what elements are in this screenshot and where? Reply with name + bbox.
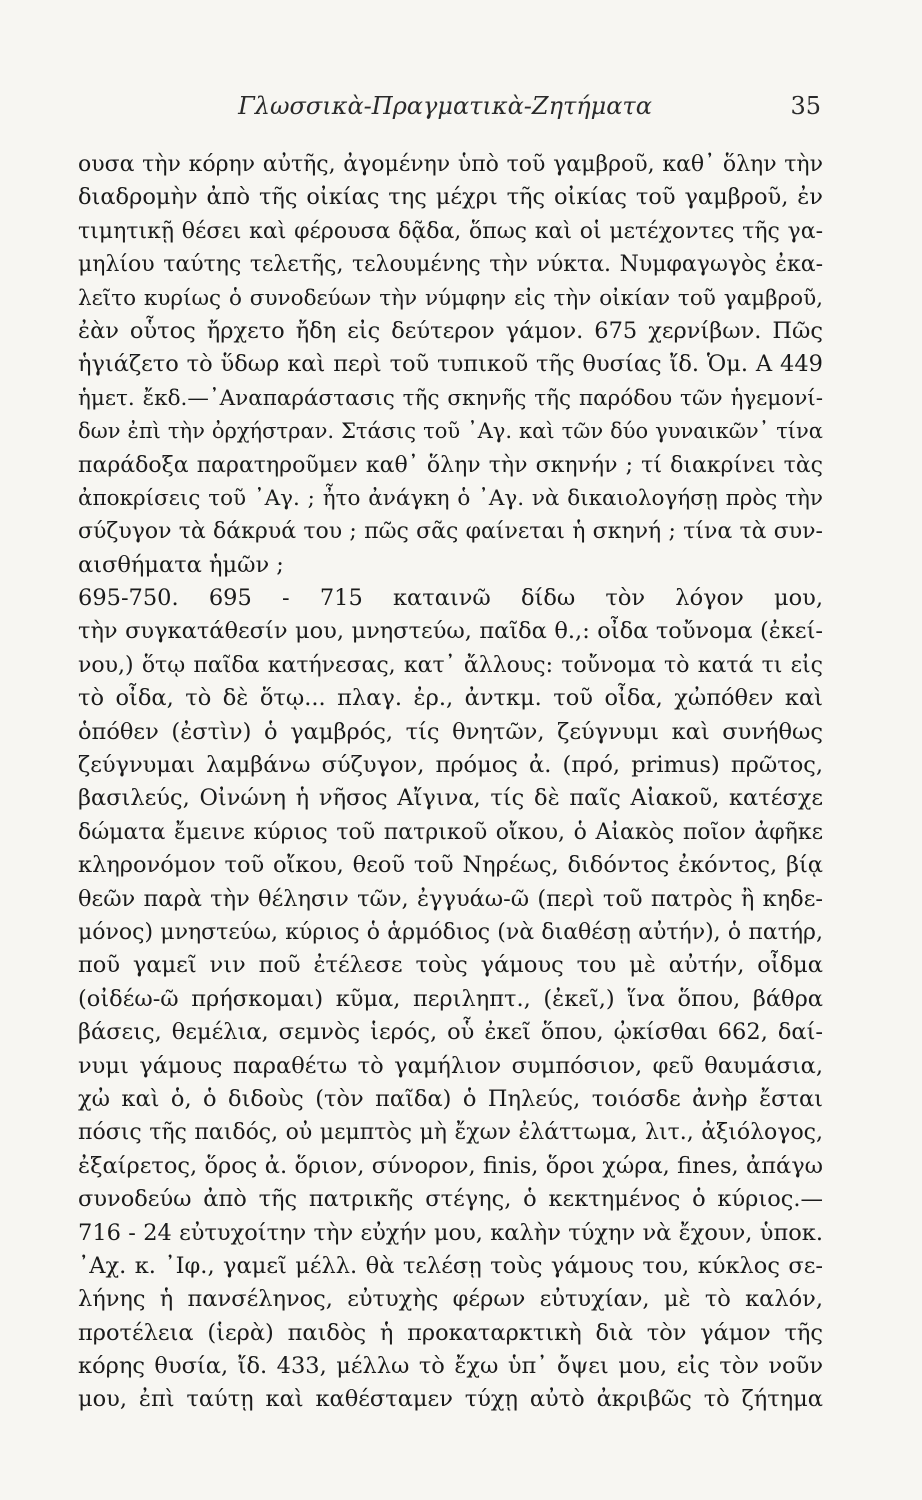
text-line: ἡγιάζετο τὸ ὕδωρ καὶ περὶ τοῦ τυπικοῦ τῆς θυσίας ἴδ. Ὁμ. Α 449	[78, 351, 823, 378]
text-line: διαδρομὴν ἀπὸ τῆς οἰκίας της μέχρι τῆς οἰκίας τοῦ γαμβροῦ, ἐν	[78, 184, 823, 211]
text-line: τιμητικῇ θέσει καὶ φέρουσα δᾷδα, ὅπως καὶ οἱ μετέχοντες τῆς γα-	[78, 218, 823, 244]
text-line: ποῦ γαμεῖ νιν ποῦ ἐτέλεσε τοὺς γάμους του μὲ αὐτήν, οἶδμα	[78, 952, 823, 979]
text-line: ζεύγνυμαι λαμβάνω σύζυγον, πρόμος ἀ. (πρό, primus) πρῶτος,	[78, 752, 823, 779]
text-line: παράδοξα παρατηροῦμεν καθ᾽ ὅλην τὴν σκηνήν ; τί διακρίνει τὰς	[78, 452, 823, 478]
text-line: πόσις τῆς παιδός, οὐ μεμπτὸς μὴ ἔχων ἐλάττωμα, λιτ., ἀξιόλογος,	[78, 1120, 823, 1146]
text-line: λήνης ἡ πανσέληνος, εὐτυχὴς φέρων εὐτυχίαν, μὲ τὸ καλόν,	[78, 1286, 823, 1313]
text-line: μόνος) μνηστεύω, κύριος ὁ ἁρμόδιος (νὰ διαθέσῃ αὐτήν), ὁ πατήρ,	[78, 919, 823, 945]
text-line: ὁπόθεν (ἐστὶν) ὁ γαμβρός, τίς θνητῶν, ζεύγνυμι καὶ συνήθως	[78, 718, 823, 745]
text-line: χὠ καὶ ὁ, ὁ διδοὺς (τὸν παῖδα) ὁ Πηλεύς, τοιόσδε ἀνὴρ ἔσται	[78, 1085, 823, 1112]
text-line: ουσα τὴν κόρην αὐτῆς, ἀγομένην ὑπὸ τοῦ γαμβροῦ, καθ᾽ ὅλην τὴν	[78, 152, 823, 177]
running-header: Γλωσσικὰ-Πραγματικὰ-Ζητήματα	[238, 92, 652, 120]
text-line: ἡμετ. ἔκδ.—᾽Αναπαράστασις τῆς σκηνῆς τῆς παρόδου τῶν ἡγεμονί-	[78, 385, 823, 411]
section-heading-line: 716 - 24 εὐτυχοίτην τὴν εὐχήν μου, καλὴν τύχην νὰ ἔχουν, ὑποκ.	[78, 1219, 823, 1246]
text-line: μου, ἐπὶ ταύτῃ καὶ καθέσταμεν τύχῃ αὐτὸ ἀκριβῶς τὸ ζήτημα	[78, 1386, 823, 1413]
section-heading-line: 695-750. 695 - 715 καταινῶ δίδω τὸν λόγον μου,	[78, 585, 823, 612]
text-line: προτέλεια (ἱερὰ) παιδὸς ἡ προκαταρκτικὴ διὰ τὸν γάμον τῆς	[78, 1319, 823, 1346]
text-line: βασιλεύς, Οἰνώνη ἡ νῆσος Αἴγινα, τίς δὲ παῖς Αἰακοῦ, κατέσχε	[78, 785, 823, 812]
text-line: συνοδεύω ἀπὸ τῆς πατρικῆς στέγης, ὁ κεκτημένος ὁ κύριος.—	[78, 1186, 823, 1213]
text-line: δώματα ἔμεινε κύριος τοῦ πατρικοῦ οἴκου, ὁ Αἰακὸς ποῖον ἀφῆκε	[78, 819, 823, 845]
text-line: κληρονόμον τοῦ οἴκου, θεοῦ τοῦ Νηρέως, διδόντος ἐκόντος, βίᾳ	[78, 852, 823, 879]
text-line: μηλίου ταύτης τελετῆς, τελουμένης τὴν νύκτα. Νυμφαγωγὸς ἐκα-	[78, 252, 823, 278]
text-line: νυμι γάμους παραθέτω τὸ γαμήλιον συμπόσιον, φεῦ θαυμάσια,	[78, 1052, 823, 1079]
text-line: ἀποκρίσεις τοῦ ᾽Αγ. ; ἦτο ἀνάγκη ὁ ᾽Αγ. νὰ δικαιολογήσῃ πρὸς τὴν	[78, 485, 823, 511]
text-line: ἐξαίρετος, ὅρος ἀ. ὅριον, σύνορον, finis, ὅροι χώρα, fines, ἀπάγω	[78, 1152, 823, 1179]
text-line: βάσεις, θεμέλια, σεμνὸς ἱερός, οὗ ἐκεῖ ὅπου, ᾠκίσθαι 662, δαί-	[78, 1019, 823, 1046]
text-line: δων ἐπὶ τὴν ὀρχήστραν. Στάσις τοῦ ᾽Αγ. καὶ τῶν δύο γυναικῶν᾽ τίνα	[78, 419, 823, 444]
text-line: αισθήματα ἡμῶν ;	[78, 551, 284, 578]
text-line: ᾽Αχ. κ. ᾽Ιφ., γαμεῖ μέλλ. θὰ τελέσῃ τοὺς γάμους του, κύκλος σε-	[78, 1252, 823, 1279]
text-line: θεῶν παρὰ τὴν θέλησιν τῶν, ἐγγυάω-ῶ (περὶ τοῦ πατρὸς ἢ κηδε-	[78, 885, 823, 912]
text-line: σύζυγον τὰ δάκρυά του ; πῶς σᾶς φαίνεται ἡ σκηνή ; τίνα τὰ συν-	[78, 519, 823, 545]
text-line: τὸ οἶδα, τὸ δὲ ὅτῳ... πλαγ. ἐρ., ἀντκμ. τοῦ οἶδα, χὠπόθεν καὶ	[78, 685, 823, 712]
body-text	[78, 148, 823, 1417]
text-line: κόρης θυσία, ἴδ. 433, μέλλω τὸ ἔχω ὑπ᾽ ὄψει μου, εἰς τὸν νοῦν	[78, 1353, 823, 1380]
text-line: νου,) ὅτῳ παῖδα κατήνεσας, κατ᾽ ἄλλους: τοὔνομα τὸ κατά τι εἰς	[78, 652, 823, 678]
page-number: 35	[790, 92, 821, 120]
text-line: τὴν συγκατάθεσίν μου, μνηστεύω, παῖδα θ.,: οἶδα τοὔνομα (ἐκεί-	[78, 618, 823, 645]
text-line: (οἰδέω-ῶ πρήσκομαι) κῦμα, περιληπτ., (ἐκεῖ,) ἵνα ὅπου, βάθρα	[78, 985, 823, 1012]
text-line: λεῖτο κυρίως ὁ συνοδεύων τὴν νύμφην εἰς τὴν οἰκίαν τοῦ γαμβροῦ,	[78, 285, 823, 311]
text-line: ἐὰν οὗτος ἤρχετο ἤδη εἰς δεύτερον γάμον. 675 χερνίβων. Πῶς	[78, 317, 823, 344]
